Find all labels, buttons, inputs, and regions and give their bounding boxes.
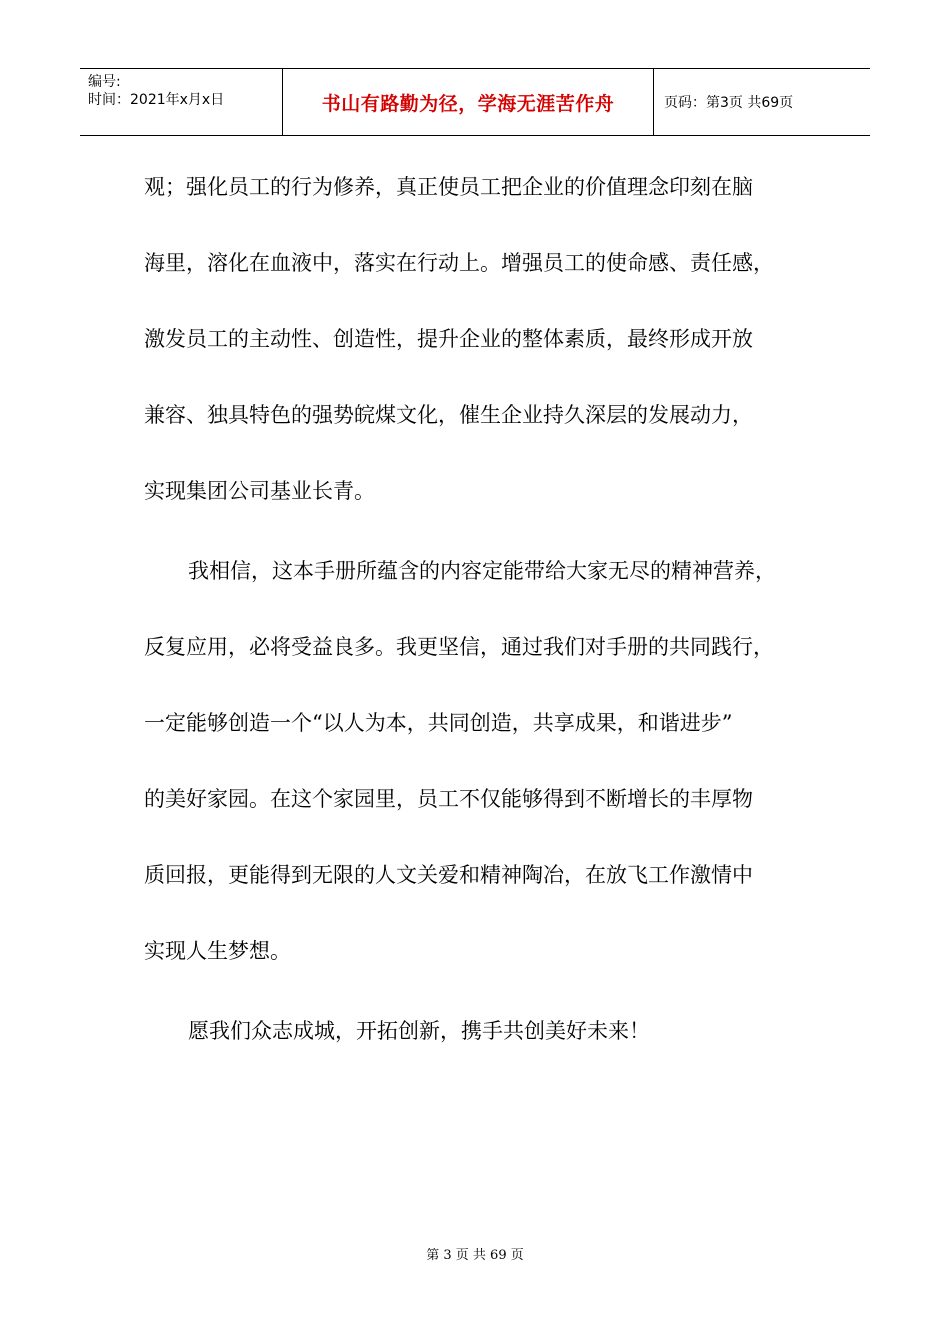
header-page-info-cell <box>654 69 870 135</box>
body-line: 观；强化员工的行为修养，真正使员工把企业的价值理念印刻在脑 <box>144 175 753 199</box>
body-line: 激发员工的主动性、创造性，提升企业的整体素质，最终形成开放 <box>144 327 753 351</box>
header-motto-cell <box>282 69 654 135</box>
body-line: 海里，溶化在血液中，落实在行动上。增强员工的使命感、责任感， <box>144 251 774 275</box>
header-page-info: 页码：第3页 共69页 <box>664 95 794 111</box>
body-line: 反复应用，必将受益良多。我更坚信，通过我们对手册的共同践行， <box>144 635 774 659</box>
body-line: 愿我们众志成城，开拓创新，携手共创美好未来！ <box>188 1019 650 1043</box>
body-line: 实现集团公司基业长青。 <box>144 479 375 503</box>
body-line: 的美好家园。在这个家园里，员工不仅能够得到不断增长的丰厚物 <box>144 787 753 811</box>
page-header <box>80 68 870 136</box>
page-footer: 第 3 页 共 69 页 <box>426 1248 524 1263</box>
document-body <box>144 160 814 1080</box>
body-line: 实现人生梦想。 <box>144 939 291 963</box>
document-date: 时间：2021年x月x日 <box>88 92 225 108</box>
body-line: 质回报，更能得到无限的人文关爱和精神陶冶，在放飞工作激情中 <box>144 863 753 887</box>
document-number-label: 编号: <box>88 74 121 90</box>
body-line: 我相信，这本手册所蕴含的内容定能带给大家无尽的精神营养， <box>188 559 776 583</box>
header-meta <box>80 69 282 135</box>
body-line: 一定能够创造一个“以人为本，共同创造，共享成果，和谐进步” <box>144 711 733 735</box>
body-line: 兼容、独具特色的强势皖煤文化，催生企业持久深层的发展动力， <box>144 403 753 427</box>
header-motto: 书山有路勤为径，学海无涯苦作舟 <box>321 92 615 115</box>
